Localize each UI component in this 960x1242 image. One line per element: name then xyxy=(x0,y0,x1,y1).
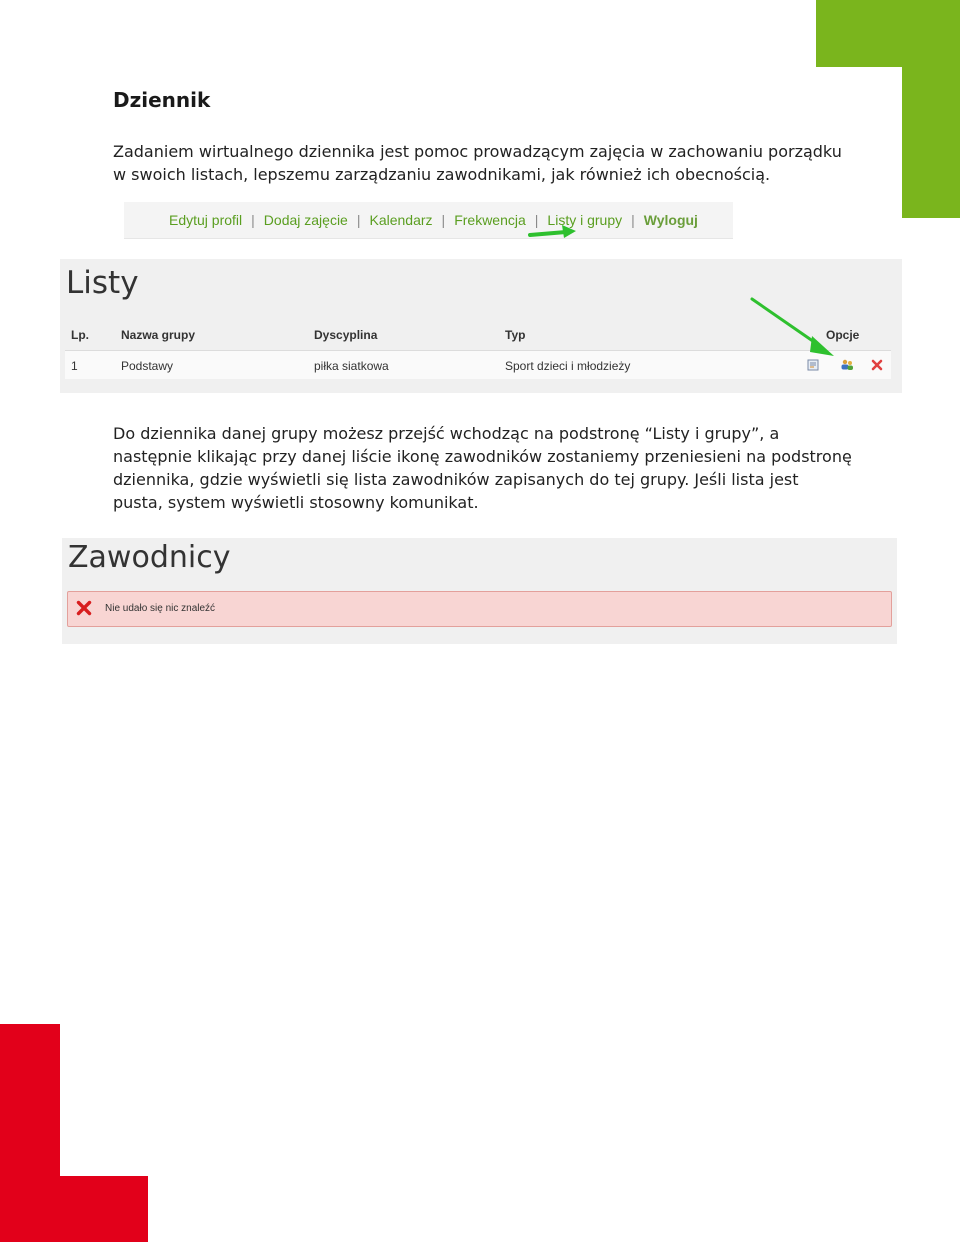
menu-item-frekwencja[interactable]: Frekwencja xyxy=(454,212,526,228)
cell-nazwa: Podstawy xyxy=(121,359,174,373)
menu-item-edytuj-profil[interactable]: Edytuj profil xyxy=(169,212,243,228)
pointer-arrow-icon xyxy=(748,296,838,360)
intro-paragraph: Zadaniem wirtualnego dziennika jest pomoc prowadzącym zajęcia w zachowaniu porządku w swoich listach, lepszemu zarządzaniu zawodnikami, jak również ich obecnością. xyxy=(113,142,842,184)
instruction-paragraph: Do dziennika danej grupy możesz przejść wchodząc na podstronę “Listy i grupy”, a następnie klikając przy danej liście ikonę zawodników zostaniemy przeniesieni na podstronę dziennika, gdzie wyświetli się lista zawodników zapisanych do tej grupy. Jeśli lista jest pusta, system wyświetli stosowny komunikat. xyxy=(113,424,852,512)
column-header-opcje: Opcje xyxy=(826,328,860,342)
players-icon[interactable] xyxy=(840,359,854,371)
menu-separator: | xyxy=(356,212,361,228)
nav-menu xyxy=(124,202,733,239)
cell-lp: 1 xyxy=(71,359,78,373)
page-heading: Dziennik xyxy=(113,88,211,112)
error-x-icon xyxy=(76,600,92,616)
zawodnicy-panel xyxy=(62,538,897,644)
menu-item-listy-i-grupy[interactable]: Listy i grupy xyxy=(547,212,623,228)
column-header-nazwa: Nazwa grupy xyxy=(121,328,196,342)
menu-separator: | xyxy=(441,212,446,228)
edit-list-icon[interactable] xyxy=(807,359,819,371)
red-corner-block xyxy=(0,1176,148,1242)
cell-dyscyplina: piłka siatkowa xyxy=(314,359,389,373)
green-side-block xyxy=(902,0,960,218)
zawodnicy-title: Zawodnicy xyxy=(68,540,231,575)
alert-message: Nie udało się nic znaleźć xyxy=(105,603,216,614)
menu-item-wyloguj[interactable]: Wyloguj xyxy=(643,212,698,228)
column-header-dyscyplina: Dyscyplina xyxy=(314,328,378,342)
column-header-lp: Lp. xyxy=(71,328,89,342)
menu-separator: | xyxy=(534,212,539,228)
menu-separator: | xyxy=(631,212,635,228)
menu-separator: | xyxy=(251,212,255,228)
menu-item-kalendarz[interactable]: Kalendarz xyxy=(369,212,433,228)
menu-item-dodaj-zajecie[interactable]: Dodaj zajęcie xyxy=(263,212,348,228)
error-alert xyxy=(67,591,892,627)
delete-icon[interactable] xyxy=(871,359,883,371)
cell-typ: Sport dzieci i młodzieży xyxy=(505,359,631,373)
listy-title: Listy xyxy=(66,265,139,301)
pointer-arrow-icon xyxy=(528,223,578,239)
column-header-typ: Typ xyxy=(505,328,526,342)
